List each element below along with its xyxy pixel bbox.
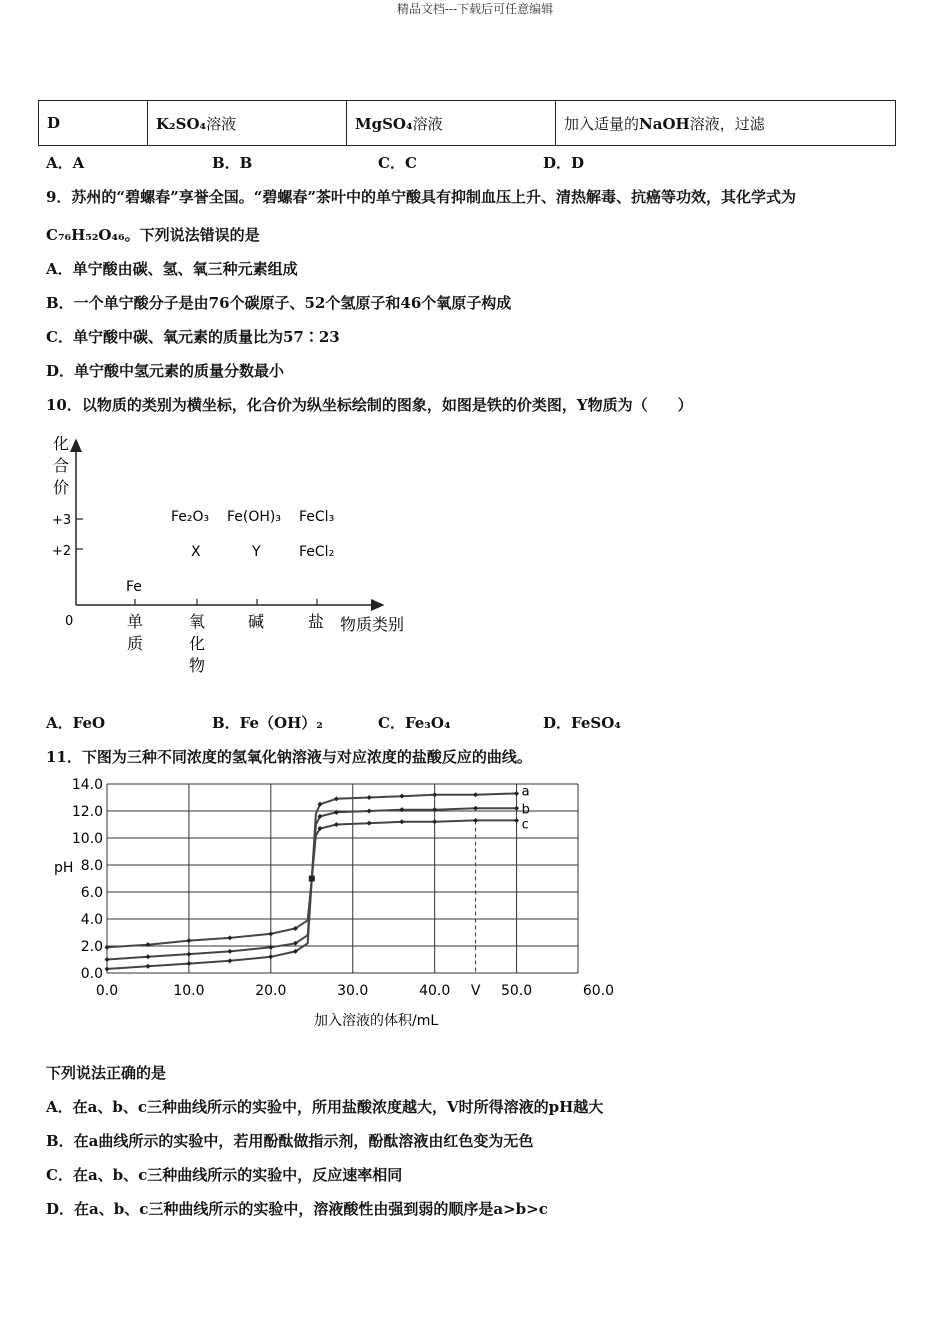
data-point xyxy=(334,796,339,801)
x-tick-label: 20.0 xyxy=(255,983,287,999)
q9-stem-formula: C₇₆H₅₂O₄₆。下列说法错误的是 xyxy=(46,226,260,244)
item-fe2o3: Fe₂O₃ xyxy=(171,509,210,525)
q9-stem: 9．苏州的“碧螺春”享誉全国。“碧螺春”茶叶中的单宁酸具有抑制血压上升、清热解毒、抗癌等功效，其化学式为 xyxy=(46,188,796,206)
x-tick-label: 60.0 xyxy=(582,983,615,999)
table-cell-option: D xyxy=(39,101,148,146)
data-point xyxy=(334,822,339,827)
y-tick-label: 12.0 xyxy=(71,804,103,820)
data-point xyxy=(145,954,150,959)
data-point xyxy=(367,795,372,800)
q8-option-c: C．C xyxy=(378,154,417,172)
data-point xyxy=(186,961,191,966)
cell-text: 溶液，过滤 xyxy=(689,114,765,133)
q10-stem: 10．以物质的类别为横坐标，化合价为纵坐标绘制的图象，如图是铁的价类图，Y物质为（ ） xyxy=(46,396,693,414)
data-point xyxy=(227,935,232,940)
x-tick-label: 30.0 xyxy=(337,983,369,999)
data-point xyxy=(268,931,273,936)
q11-option-a: A．在a、b、c三种曲线所示的实验中，所用盐酸浓度越大，V时所得溶液的pH越大 xyxy=(46,1098,604,1116)
x-tick-label: 10.0 xyxy=(173,983,205,999)
cell-text: 加入适量的 xyxy=(564,114,640,133)
data-point xyxy=(186,952,191,957)
series-label-a: a xyxy=(521,784,530,800)
q11-option-b: B．在a曲线所示的实验中，若用酚酞做指示剂，酚酞溶液由红色变为无色 xyxy=(46,1132,534,1150)
data-point xyxy=(227,958,232,963)
data-point xyxy=(473,806,478,811)
q9-option-c: C．单宁酸中碳、氧元素的质量比为57∶23 xyxy=(46,328,340,346)
table-cell-method xyxy=(556,101,896,146)
y-tick-label: 4.0 xyxy=(80,912,103,928)
item-x: X xyxy=(191,544,201,560)
x-axis-label: 物质类别 xyxy=(340,615,405,634)
q10-option-a: A．FeO xyxy=(46,714,106,732)
origin-label: 0 xyxy=(65,614,74,629)
series-label-c: c xyxy=(521,817,529,833)
q8-option-a: A．A xyxy=(46,154,85,172)
x-category-char: 盐 xyxy=(308,612,325,631)
page-header: 精品文档---下载后可任意编辑 xyxy=(396,2,554,16)
q11-stem: 11．下图为三种不同浓度的氢氧化钠溶液与对应浓度的盐酸反应的曲线。 xyxy=(46,748,532,766)
data-point xyxy=(514,806,519,811)
x-tick-label: 0.0 xyxy=(95,983,119,999)
data-point xyxy=(105,957,110,962)
q10-option-d: D．FeSO₄ xyxy=(543,714,621,732)
q9-option-a: A．单宁酸由碳、氢、氧三种元素组成 xyxy=(46,260,298,278)
y-axis-label: pH xyxy=(54,860,74,876)
equivalence-point xyxy=(309,876,315,882)
q11-lead: 下列说法正确的是 xyxy=(46,1064,167,1082)
x-category-char: 单 xyxy=(127,612,144,631)
data-point xyxy=(514,791,519,796)
data-point xyxy=(432,792,437,797)
data-point xyxy=(399,794,404,799)
x-tick-label: 40.0 xyxy=(419,983,451,999)
x-category-char: 质 xyxy=(127,634,144,653)
y-label-char: 化 xyxy=(53,434,70,453)
q8-option-d: D．D xyxy=(543,154,585,172)
y-tick-label: 6.0 xyxy=(80,885,103,901)
y-label-char: 合 xyxy=(53,456,70,475)
data-point xyxy=(227,949,232,954)
item-fe: Fe xyxy=(126,579,142,595)
item-fecl3: FeCl₃ xyxy=(299,509,335,525)
series-label-b: b xyxy=(521,802,530,818)
x-category-char: 碱 xyxy=(248,612,265,631)
q11-option-d: D．在a、b、c三种曲线所示的实验中，溶液酸性由强到弱的顺序是a>b>c xyxy=(46,1200,548,1218)
data-point xyxy=(432,819,437,824)
y-tick-label: +3 xyxy=(52,513,72,528)
table-cell-substance xyxy=(148,101,347,146)
table-row xyxy=(39,101,896,146)
y-tick-label: 10.0 xyxy=(71,831,103,847)
chem-formula: NaOH xyxy=(639,114,690,133)
item-y: Y xyxy=(252,544,261,560)
q9-option-d: D．单宁酸中氢元素的质量分数最小 xyxy=(46,362,285,380)
y-tick-label: +2 xyxy=(52,544,72,559)
item-fecl2: FeCl₂ xyxy=(299,544,335,560)
x-category-char: 化 xyxy=(189,634,206,653)
options-table xyxy=(38,100,896,146)
q11-option-c: C．在a、b、c三种曲线所示的实验中，反应速率相同 xyxy=(46,1166,403,1184)
iron-valence-diagram xyxy=(40,428,440,688)
ph-titration-chart xyxy=(40,768,620,1040)
data-point xyxy=(367,809,372,814)
item-feoh3: Fe(OH)₃ xyxy=(227,509,281,525)
data-point xyxy=(367,821,372,826)
series-line-c xyxy=(107,820,517,947)
v-label: V xyxy=(470,983,481,999)
data-point xyxy=(145,964,150,969)
data-point xyxy=(268,954,273,959)
x-tick-label: 50.0 xyxy=(500,983,533,999)
q8-option-b: B．B xyxy=(212,154,253,172)
x-category-char: 氧 xyxy=(189,612,206,631)
data-point xyxy=(473,818,478,823)
data-point xyxy=(105,966,110,971)
cell-text: 溶液 xyxy=(206,114,237,133)
y-tick-label: 2.0 xyxy=(80,939,103,955)
data-point xyxy=(399,819,404,824)
y-tick-label: 8.0 xyxy=(80,858,103,874)
x-category-char: 物 xyxy=(189,656,206,675)
data-point xyxy=(514,818,519,823)
chem-formula: MgSO₄ xyxy=(355,114,413,133)
q10-option-b: B．Fe（OH）₂ xyxy=(212,714,323,732)
y-label-char: 价 xyxy=(53,478,70,497)
chem-formula: K₂SO₄ xyxy=(156,114,207,133)
q9-option-b: B．一个单宁酸分子是由76个碳原子、52个氢原子和46个氧原子构成 xyxy=(46,294,512,312)
cell-text: 溶液 xyxy=(412,114,443,133)
y-tick-label: 14.0 xyxy=(71,777,103,793)
q10-option-c: C．Fe₃O₄ xyxy=(378,714,451,732)
data-point xyxy=(473,792,478,797)
table-cell-impurity xyxy=(347,101,556,146)
x-axis-label: 加入溶液的体积/mL xyxy=(314,1013,439,1029)
data-point xyxy=(186,938,191,943)
y-tick-label: 0.0 xyxy=(80,966,103,982)
